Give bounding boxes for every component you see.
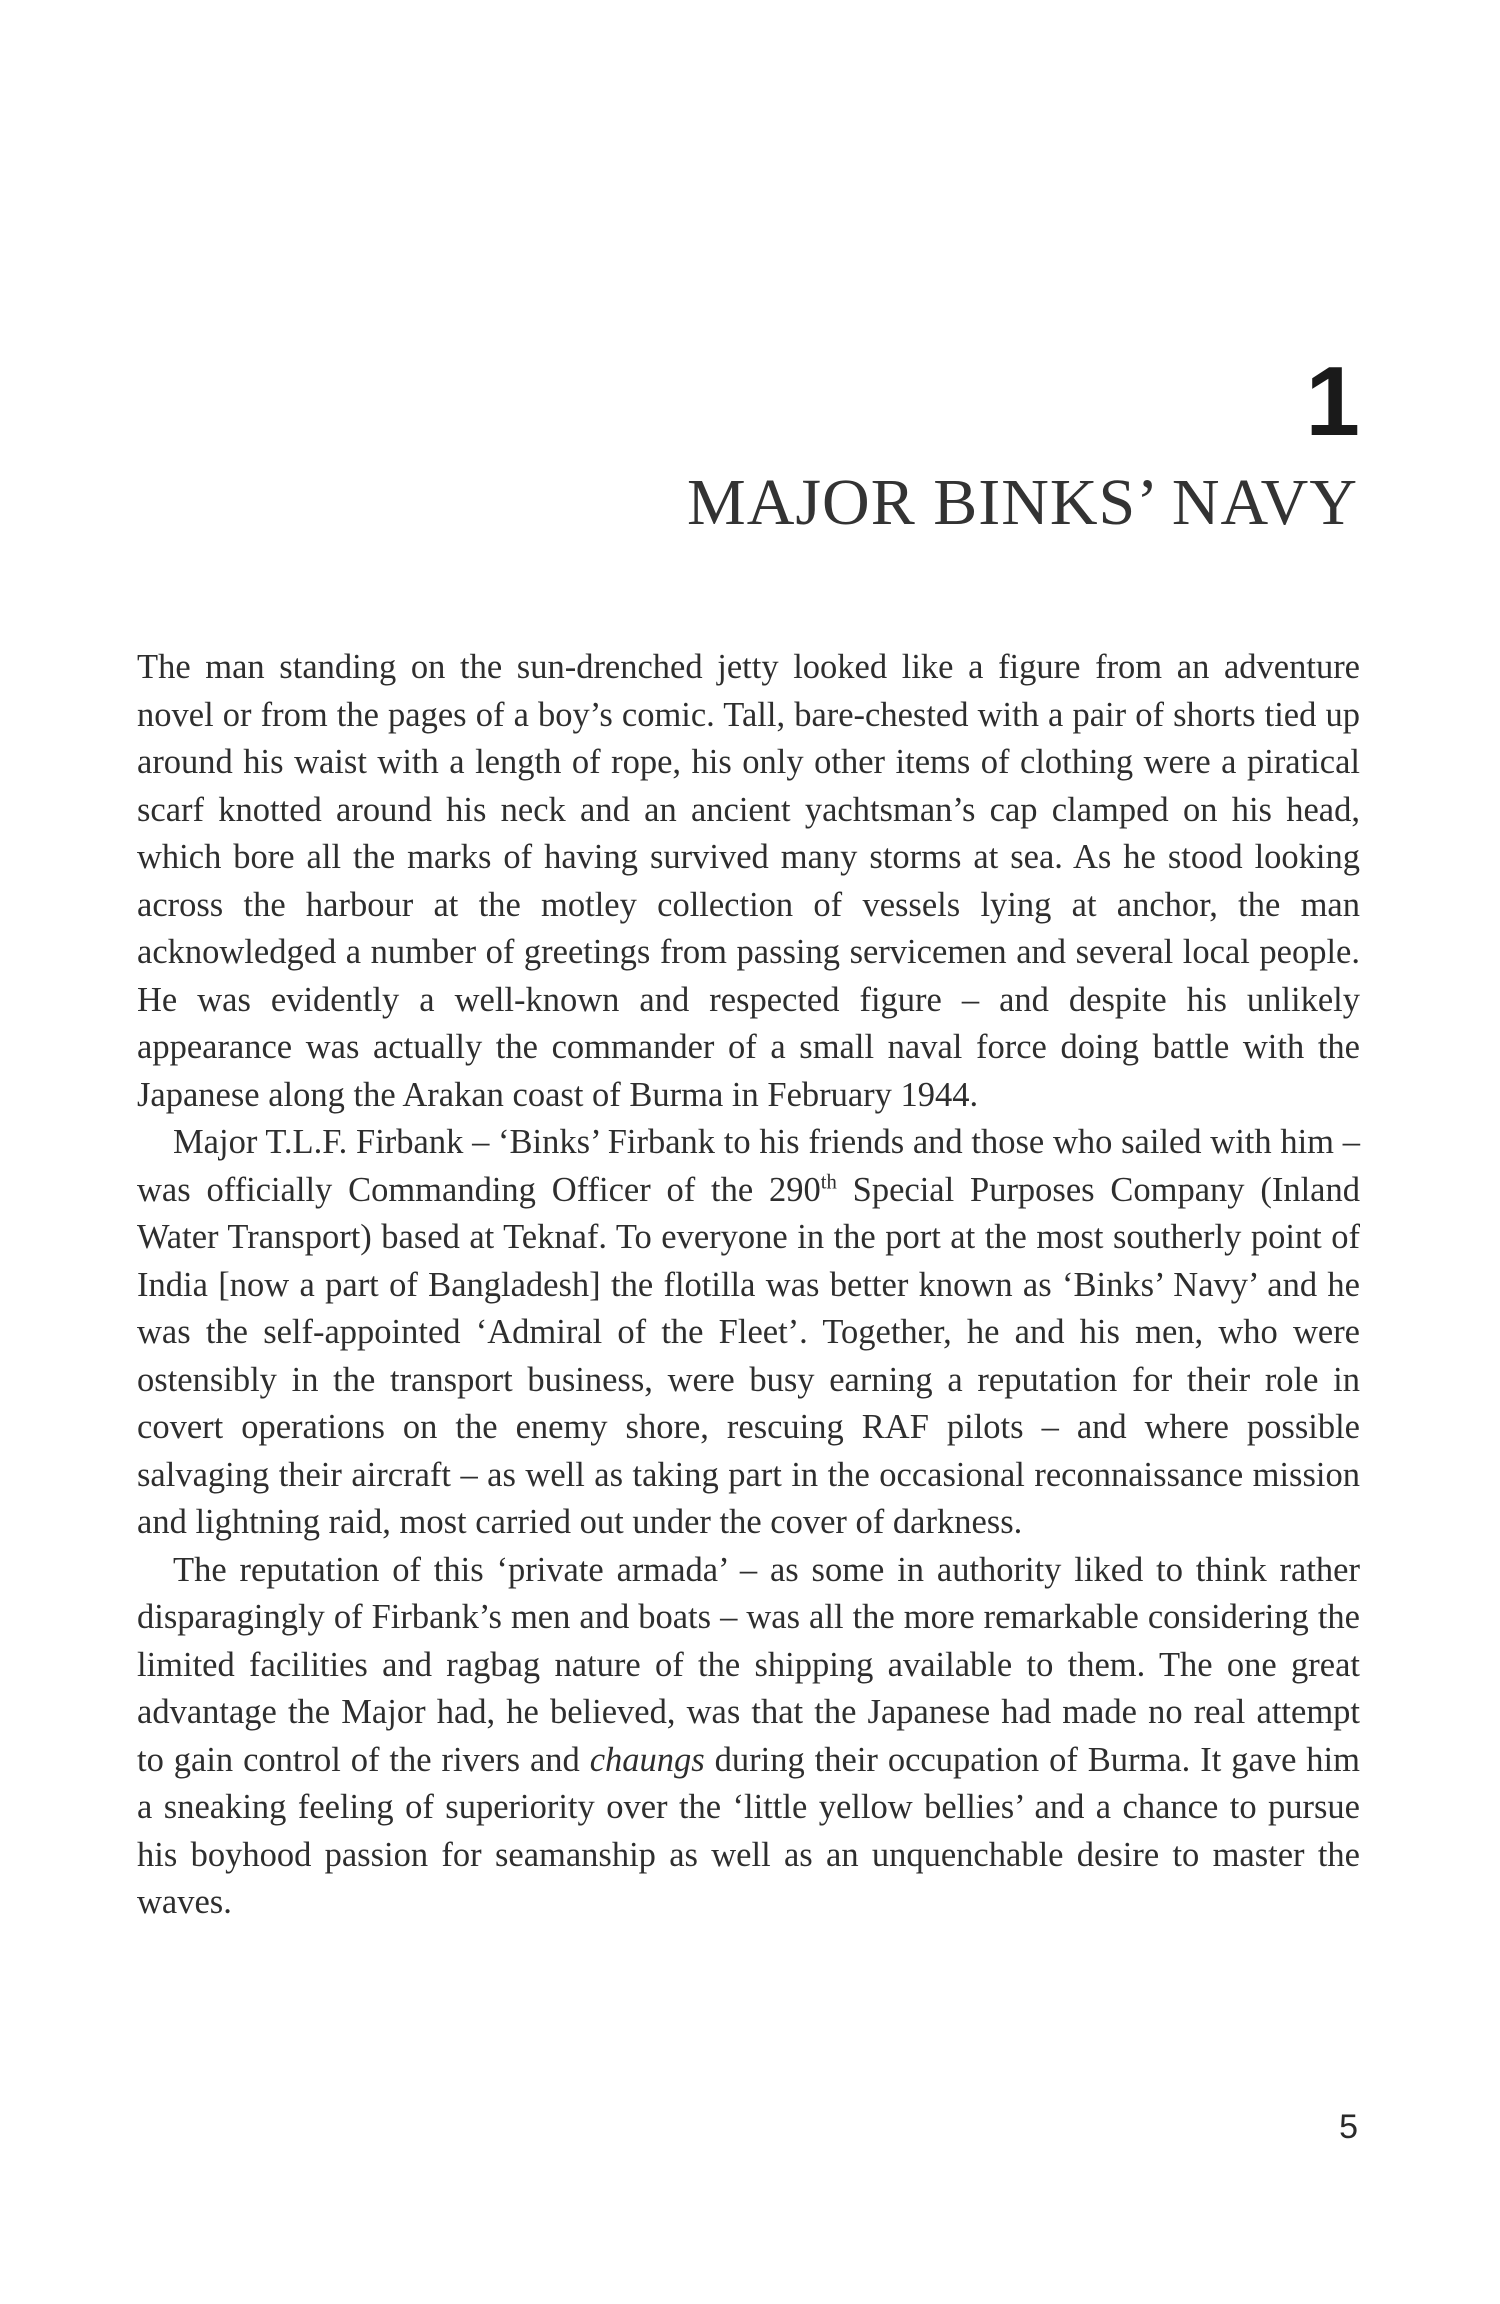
chapter-number: 1 xyxy=(1305,346,1360,456)
paragraph-2-text-b: Special Purposes Company (Inland Water Transport) based at Teknaf. To everyone in the port at the most southerly point of India [now a part of Bangladesh] the flotilla was better known as ‘Binks’ Navy’ and he was the self-appointed ‘Admiral of the Fleet’. Together, he and his men, who were ostensibly in the transport business, were busy earning a reputation for their role in covert operations on the enemy shore, rescuing RAF pilots – and where possible salvaging their aircraft – as well as taking part in the occasional reconnaissance mission and lightning raid, most carried out under the cover of darkness. xyxy=(137,1170,1360,1541)
paragraph-1: The man standing on the sun-drenched jetty looked like a figure from an adventure novel or from the pages of a boy’s comic. Tall, bare-chested with a pair of shorts tied up around his waist with a length of rope, his only other items of clothing were a piratical scarf knotted around his neck and an ancient yachtsman’s cap clamped on his head, which bore all the marks of having survived many storms at sea. As he stood looking across the harbour at the motley collection of vessels lying at anchor, the man acknowledged a number of greetings from passing servicemen and several local people. He was evidently a well-known and respected figure – and despite his unlikely appearance was actually the commander of a small naval force doing battle with the Japanese along the Arakan coast of Burma in February 1944. xyxy=(137,648,1360,1114)
chapter-title: MAJOR BINKS’ NAVY xyxy=(687,466,1358,539)
paragraph-2 xyxy=(137,1119,1360,1547)
ordinal-suffix: th xyxy=(820,1171,837,1193)
paragraph-3-text-b: during their occupation of Burma. It gave him a sneaking feeling of superiority over the ‘little yellow bellies’ and a chance to pursue his boyhood passion for seamanship as well as an unquenchable desire to master the waves. xyxy=(137,1740,1360,1921)
paragraph-2-text-a: Major T.L.F. Firbank – ‘Binks’ Firbank to his friends and those who sailed with him – was officially Commanding Officer of the 290 xyxy=(137,1123,1360,1209)
page-number: 5 xyxy=(1339,2108,1358,2146)
paragraph-3-text-a: The reputation of this ‘private armada’ – as some in authority liked to think rather disparagingly of Firbank’s men and boats – was all the more remarkable considering the limited facilities and ragbag nature of the shipping available to them. The one great advantage the Major had, he believed, was that the Japanese had made no real attempt to gain control of the rivers and xyxy=(137,1550,1360,1779)
chapter-body xyxy=(137,644,1360,1927)
italic-term: chaungs xyxy=(589,1740,705,1779)
paragraph-3 xyxy=(137,1547,1360,1927)
